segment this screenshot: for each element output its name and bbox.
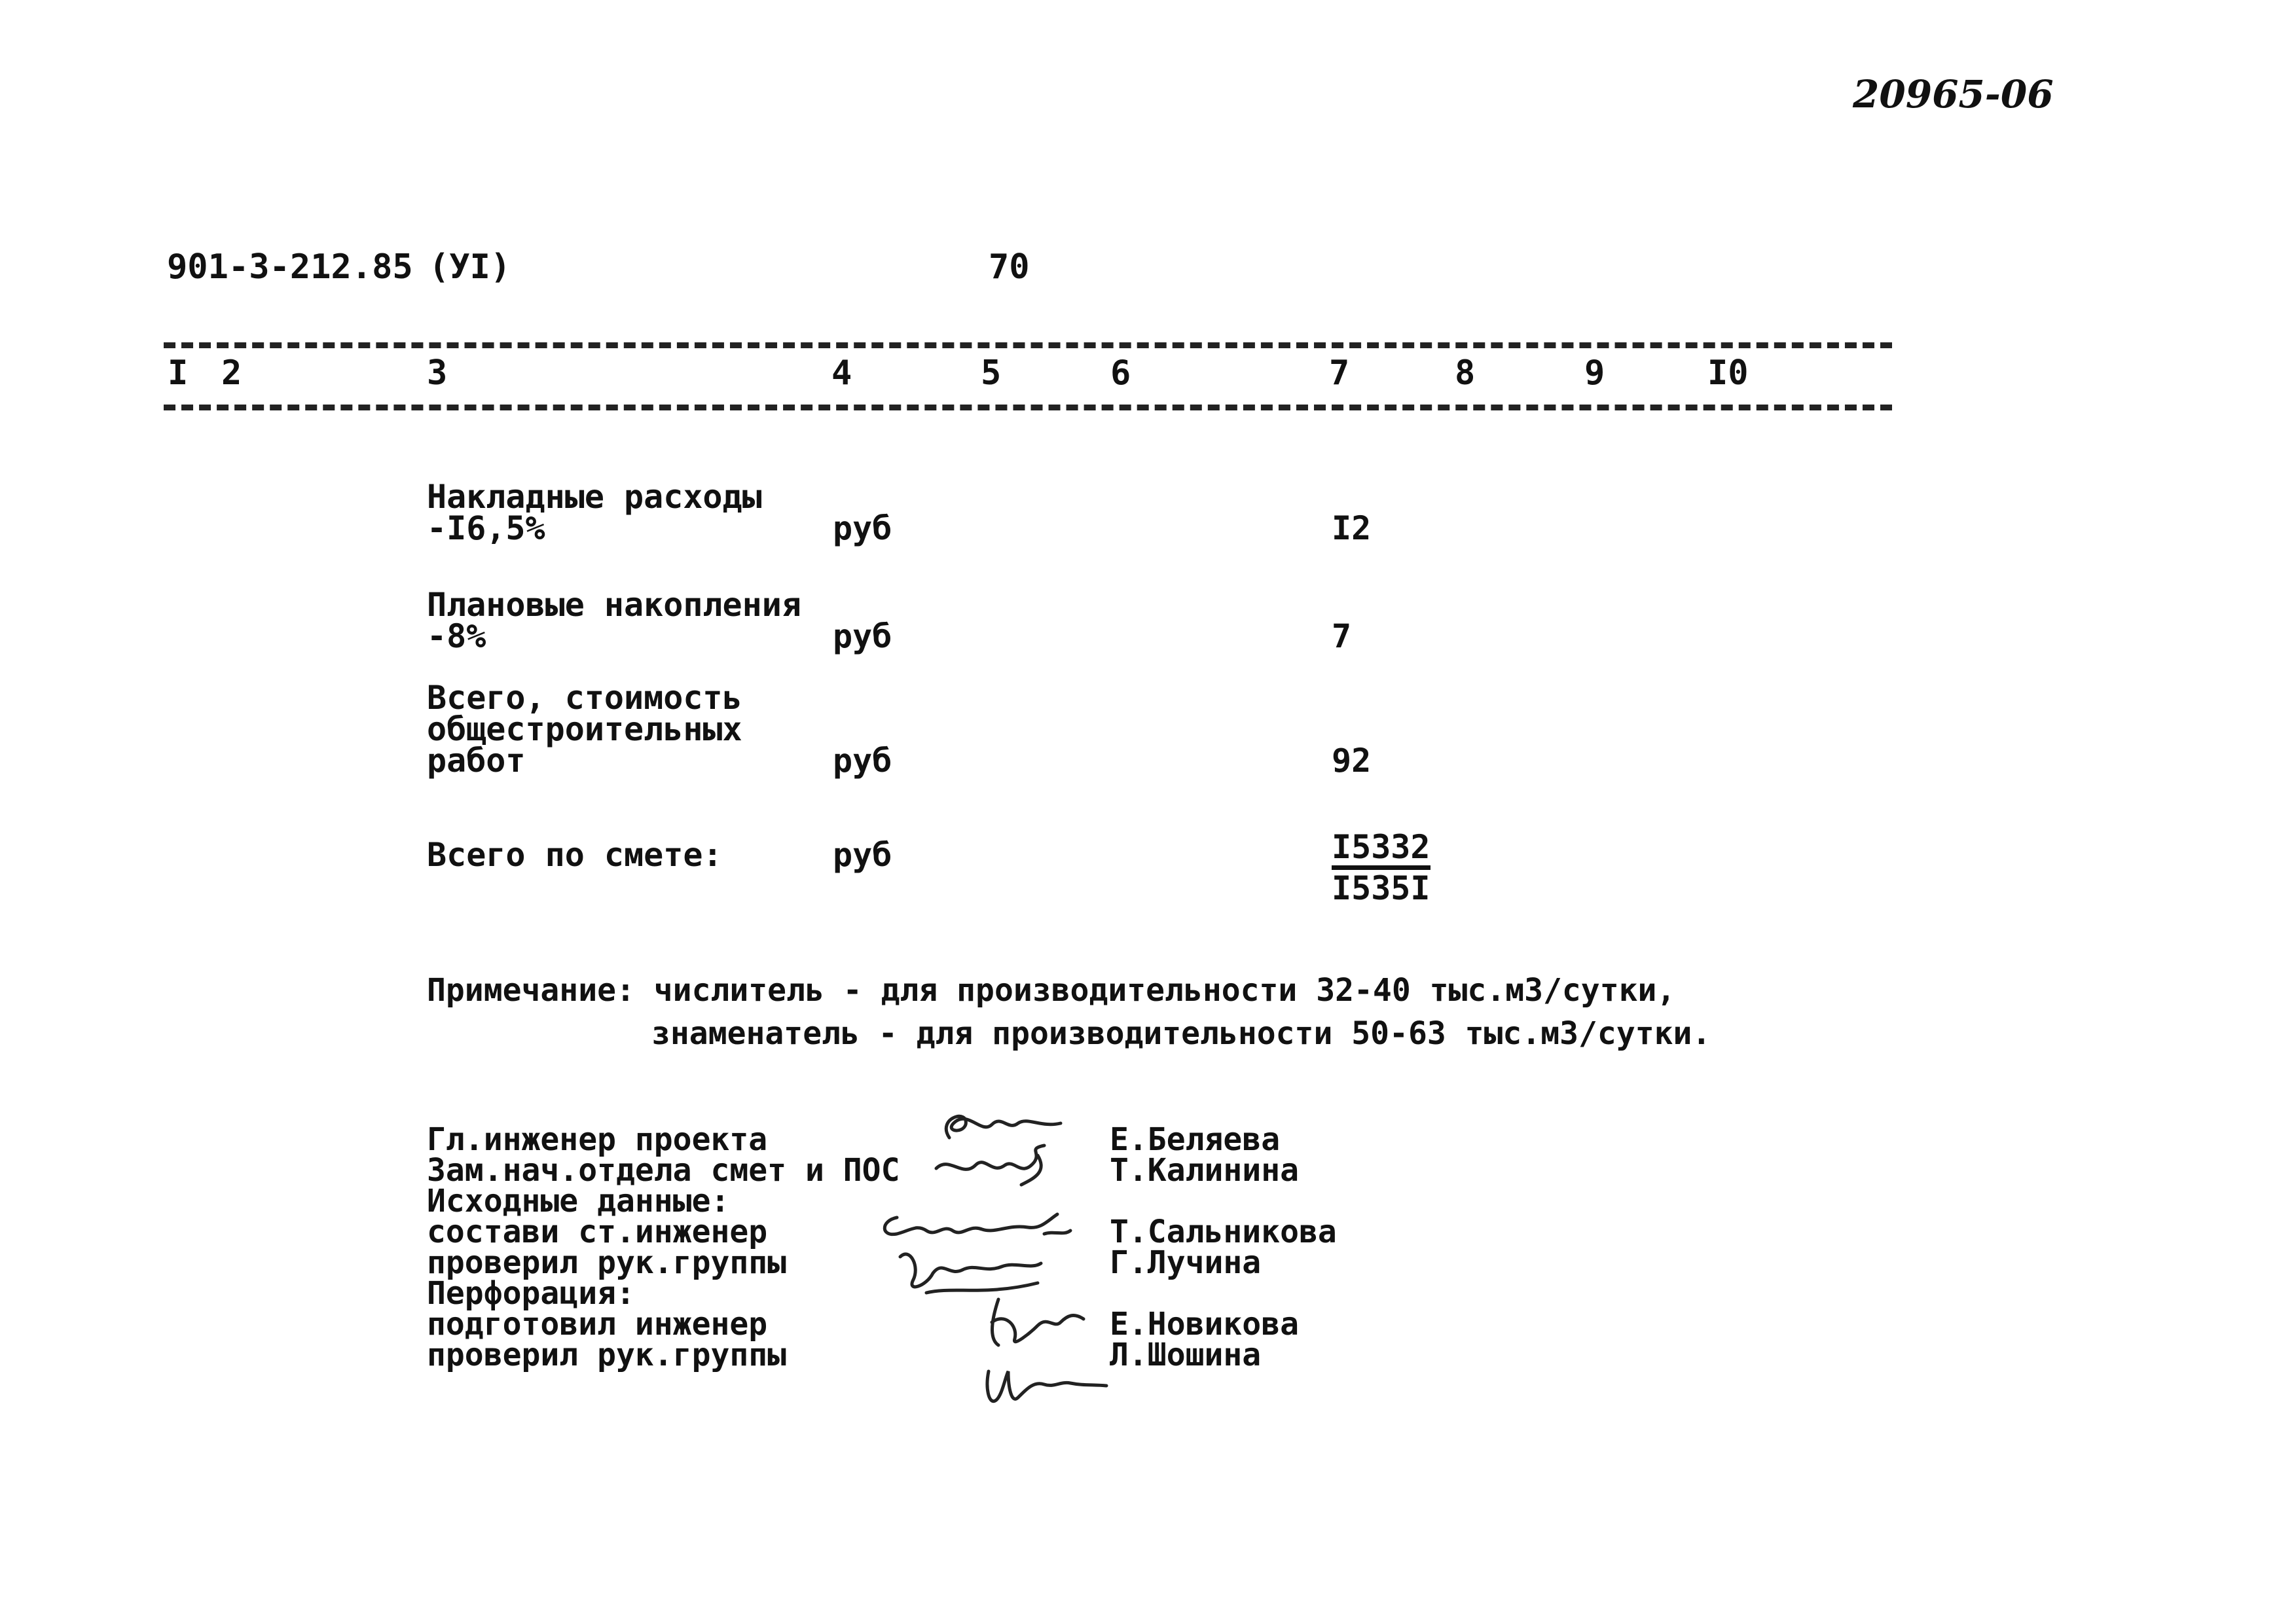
table-row-unit: руб (833, 617, 892, 655)
signature-image (930, 1142, 1074, 1195)
column-number-6: 6 (1110, 353, 1131, 393)
role-label: Перфорация: (427, 1275, 635, 1312)
name-kalinina: Т.Калинина (1110, 1152, 1299, 1189)
column-number-9: 9 (1584, 353, 1605, 393)
table-row-unit: руб (833, 742, 892, 780)
table-row-value: 7 (1332, 617, 1352, 655)
role-label: Гл.инженер проекта (427, 1121, 768, 1158)
column-number-8: 8 (1455, 353, 1476, 393)
name-novikova: Е.Новикова (1110, 1306, 1299, 1343)
note-line-1: Примечание: числитель - для производительности 32-40 тыс.м3/сутки, (427, 972, 1676, 1009)
table-row-value: I2 (1332, 509, 1372, 547)
table-row-name: Плановые накопления -8% (427, 586, 801, 655)
total-fraction (1332, 828, 1430, 907)
column-number-10: I0 (1707, 353, 1749, 393)
column-number-2: 2 (221, 353, 242, 393)
total-denominator: I535I (1332, 869, 1430, 907)
table-row-value: 92 (1332, 742, 1372, 780)
table-top-rule (164, 342, 1892, 348)
table-row-name: Всего, стоимость общестроительных работ (427, 679, 742, 780)
name-shoshina: Л.Шошина (1110, 1337, 1262, 1373)
archive-number: 20965-06 (1853, 72, 2054, 117)
table-header-rule (164, 405, 1892, 410)
signature-image (979, 1358, 1110, 1411)
document-series: 901-3-212.85 (167, 247, 413, 287)
column-number-5: 5 (981, 353, 1002, 393)
signature-image (979, 1293, 1097, 1352)
name-luchina: Г.Лучина (1110, 1244, 1262, 1281)
signature-roles (427, 1121, 900, 1373)
page-number: 70 (989, 247, 1030, 287)
role-label: состави ст.инженер (427, 1214, 768, 1250)
column-number-7: 7 (1329, 353, 1350, 393)
document-section: (УI) (429, 247, 511, 287)
total-label: Всего по смете: (427, 836, 723, 874)
name-beliaeva: Е.Беляева (1110, 1121, 1281, 1158)
role-label: Исходные данные: (427, 1183, 730, 1219)
column-number-3: 3 (427, 353, 448, 393)
note-line-2: знаменатель - для производительности 50-63 тыс.м3/сутки. (651, 1015, 1711, 1052)
column-number-4: 4 (831, 353, 852, 393)
role-label: подготовил инженер (427, 1306, 768, 1343)
role-label: проверил рук.группы (427, 1337, 787, 1373)
table-row-unit: руб (833, 509, 892, 547)
name-salnikova: Т.Сальникова (1110, 1214, 1337, 1250)
role-label: Зам.нач.отдела смет и ПОС (427, 1152, 900, 1189)
signature-image (887, 1240, 1057, 1299)
table-row-name: Накладные расходы -I6,5% (427, 478, 762, 547)
column-number-1: I (168, 353, 189, 393)
total-numerator: I5332 (1332, 831, 1430, 870)
role-label: проверил рук.группы (427, 1244, 787, 1281)
total-unit: руб (833, 836, 892, 874)
